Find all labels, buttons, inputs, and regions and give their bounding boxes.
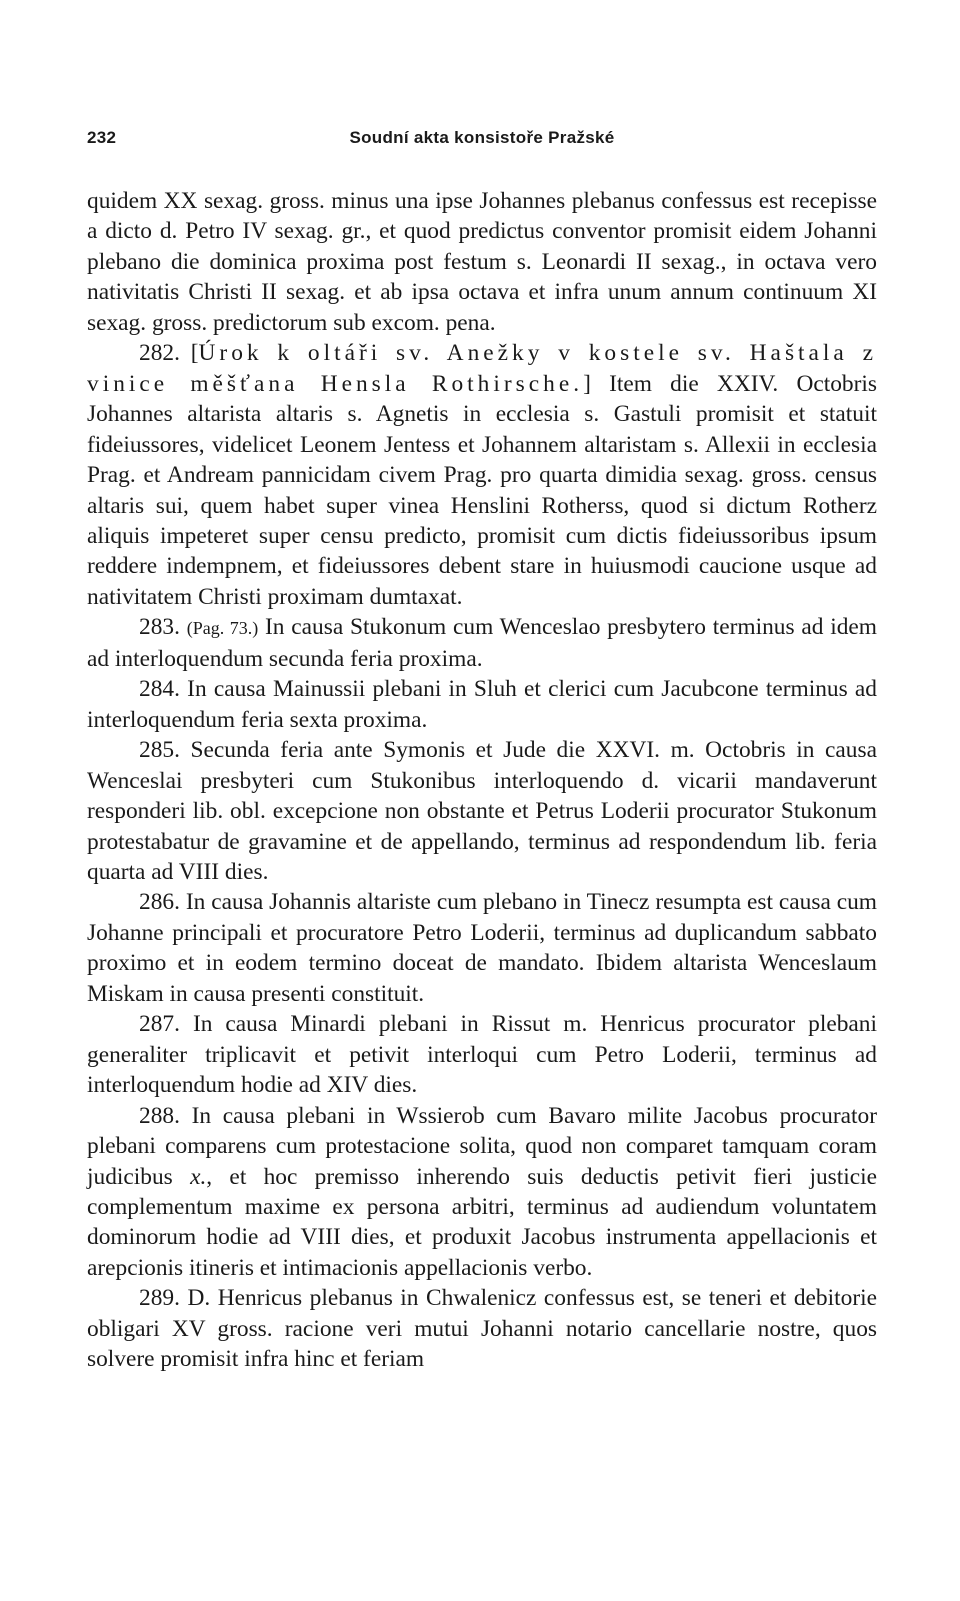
running-title: Soudní akta konsistoře Pražské	[349, 128, 615, 147]
symbol-x: x.	[190, 1163, 207, 1190]
entry-284	[87, 674, 877, 735]
entry-number: 289.	[139, 1285, 180, 1312]
entry-number: 286.	[139, 889, 180, 916]
entry-text: D. Henricus plebanus in Chwalenicz confessus est, se teneri et debitorie obligari XV gross. racione veri mutui Johanni notario cancellarie nostre, quos solvere promisit infra hinc et feriam	[87, 1285, 877, 1373]
entry-text: Item die XXIV. Octobris Johannes altarista altaris s. Agnetis in ecclesia s. Gastuli promisit et statuit fideiussores, videlicet Leonem Jentess et Johannem altaristam s. Allexii in ecclesia Prag. et Andream pannicidam civem Prag. pro quarta dimidia sexag. gross. census altaris sui, quem habet super vinea Henslini Rotherss, quod si dictum Rotherz aliquis impeteret super censu predicto, promisit cum dictis fideiussoribus ipsum reddere indempnem, et fideiussores debent stare in huiusmodi caucione usque ad nativitatem Christi proximam dumtaxat.	[87, 370, 877, 610]
page-number: 232	[87, 128, 117, 147]
entry-number: 288.	[139, 1102, 180, 1129]
entry-283	[87, 612, 877, 674]
entry-288	[87, 1101, 877, 1284]
entry-text: In causa Minardi plebani in Rissut m. Henricus procurator plebani generaliter triplicavit et petivit interloqui cum Petro Loderii, terminus ad interloquendum hodie ad XIV dies.	[87, 1011, 877, 1099]
entry-287	[87, 1009, 877, 1100]
entry-number: 285.	[139, 737, 180, 764]
entry-text: In causa Stukonum cum Wenceslao presbytero terminus ad idem ad interloquendum secunda feria proxima.	[87, 614, 878, 672]
entry-text-after: , et hoc premisso inherendo suis deductis petivit fieri justicie complementum maxime ex persona arbitri, terminus ad audiendum voluntatem dominorum hodie ad VIII dies, et produxit Jacobus instrumenta appellacionis et arepcionis itineris et intimacionis appellacionis verbo.	[87, 1163, 877, 1281]
entry-289	[87, 1283, 877, 1374]
entry-text: In causa Mainussii plebani in Sluh et clerici cum Jacubcone terminus ad interloquendum feria sexta proxima.	[87, 676, 877, 733]
entry-text-before: In causa plebani in Wssierob cum Bavaro milite Jacobus procurator plebani comparens cum protestacione solita, quod non comparet tamquam coram judicibus	[87, 1102, 877, 1190]
paragraph-text: quidem XX sexag. gross. minus una ipse Johannes plebanus confessus est recepisse a dicto d. Petro IV sexag. gr., et quod predictus conventor promisit eidem Johanni plebano die dominica proxima post festum s. Leonardi II sexag., in octava vero nativitatis Christi II sexag. et ab ipsa octava et infra unum annum continuum XI sexag. gross. predictorum sub excom. pena.	[87, 188, 877, 336]
page	[87, 128, 877, 1375]
entry-285	[87, 735, 877, 887]
entry-282	[87, 338, 877, 612]
heading-bracket-close: ]	[583, 370, 591, 397]
entry-number: 283.	[139, 614, 180, 641]
entry-text: Secunda feria ante Symonis et Jude die XXVI. m. Octobris in causa Wenceslai presbyteri cum Stukonibus interloquendo d. vicarii mandaverunt responderi lib. obl. excepcione non obstante et Petrus Loderii procurator Stukonum protestabatur de gravamine et de appellando, terminus ad respondendum lib. feria quarta ad VIII dies.	[87, 737, 877, 885]
entry-number: 282.	[139, 340, 180, 367]
paragraph-continuation	[87, 186, 877, 338]
page-reference: (Pag. 73.)	[186, 618, 259, 639]
entry-number: 284.	[139, 676, 180, 703]
entry-number: 287.	[139, 1011, 180, 1038]
heading-bracket-open: [	[190, 340, 199, 367]
entry-heading: Úrok k oltáři sv. Anežky v kostele sv. Haštala z vinice měšťana Hensla Rothirsche.	[87, 340, 877, 397]
running-head	[87, 128, 877, 158]
entry-text: In causa Johannis altariste cum plebano in Tinecz resumpta est causa cum Johanne principali et procuratore Petro Loderii, terminus ad duplicandum sabbato proximo et in eodem termino doceat de mandato. Ibidem altarista Wenceslaum Miskam in causa presenti constituit.	[87, 889, 877, 1007]
entry-286	[87, 887, 877, 1009]
body-text	[87, 186, 877, 1375]
